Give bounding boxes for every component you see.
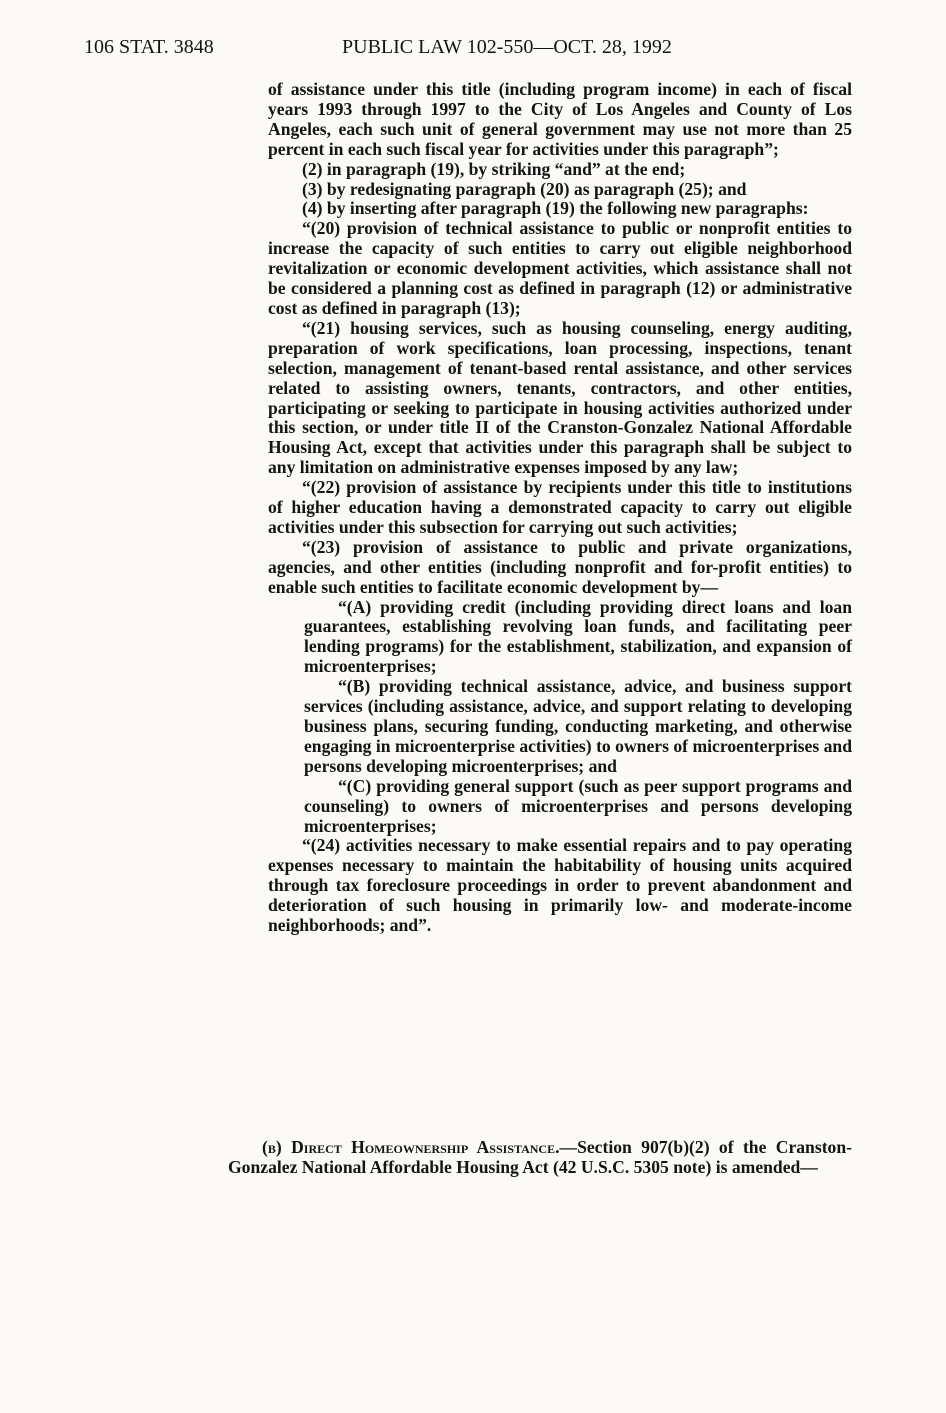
paragraph-4: (4) by inserting after paragraph (19) the following new paragraphs:: [302, 198, 809, 219]
paragraph-23: “(23) provision of assistance to public and private organizations, agencies, and other entities (including nonprofit and for-profit entities) to enable such entities to facilitate economic development by—: [268, 536, 852, 597]
statute-citation: 106 STAT. 3848: [84, 36, 214, 58]
paragraph-continuation: of assistance under this title (including program income) in each of fiscal years 1993 through 1997 to the City of Los Angeles and County of Los Angeles, each such unit of general government may use not more than 25 percent in each such fiscal year for activities under this paragraph”;: [268, 79, 852, 159]
subparagraph-c: “(C) providing general support (such as peer support programs and counseling) to owners of microenterprises and persons developing microenterprises;: [304, 775, 852, 836]
paragraph-24: “(24) activities necessary to make essential repairs and to pay operating expenses necessary to maintain the habitability of housing units acquired through tax foreclosure proceedings in order to prevent abandonment and deterioration of such housing in primarily low- and moderate-income neighborhoods; and”.: [268, 835, 852, 936]
paragraph-22: “(22) provision of assistance by recipients under this title to institutions of higher education having a demonstrated capacity to carry out eligible activities under this subsection for carrying out such activities;: [268, 477, 852, 537]
paragraph-20: “(20) provision of technical assistance to public or nonprofit entities to increase the capacity of such entities to carry out eligible neighborhood revitalization or economic development activities, which assistance shall not be considered a planning cost as defined in paragraph (12) or administrative cost as defined in paragraph (13);: [268, 218, 852, 318]
subsection-b-heading: (b) Direct Homeownership Assistance.: [262, 1137, 560, 1157]
paragraph-21: “(21) housing services, such as housing counseling, energy auditing, preparation of work specifications, loan processing, inspections, tenant selection, management of tenant-based rental assistance, and other services related to assisting owners, tenants, contractors, and other entities, participating or seeking to participate in housing activities authorized under this section, or under title II of the Cranston-Gonzalez National Affordable Housing Act, except that activities under this paragraph shall be subject to any limitation on administrative expenses imposed by any law;: [268, 317, 852, 478]
subsection-b-text: —Section 907(b)(2) of the Cranston-Gonzalez National Affordable Housing Act (42 U.S.C. 5305 note) is amended—: [228, 1137, 852, 1177]
paragraph-2: (2) in paragraph (19), by striking “and” at the end;: [302, 158, 686, 179]
body-text: [268, 80, 852, 936]
subsection-b: [228, 1138, 852, 1178]
law-citation: PUBLIC LAW 102-550—OCT. 28, 1992: [342, 36, 672, 58]
subparagraph-b: “(B) providing technical assistance, advice, and business support services (including assistance, advice, and support relating to developing business plans, securing funding, conducting marketing, and otherwise engaging in microenterprise activities) to owners of microenterprises and persons developing microenterprises; and: [304, 676, 852, 776]
page-header: [80, 36, 870, 60]
paragraph-3: (3) by redesignating paragraph (20) as paragraph (25); and: [302, 178, 747, 199]
subparagraph-a: “(A) providing credit (including providing direct loans and loan guarantees, establishing revolving loan funds, and facilitating peer lending programs) for the establishment, stabilization, and expansion of microenterprises;: [304, 596, 852, 677]
